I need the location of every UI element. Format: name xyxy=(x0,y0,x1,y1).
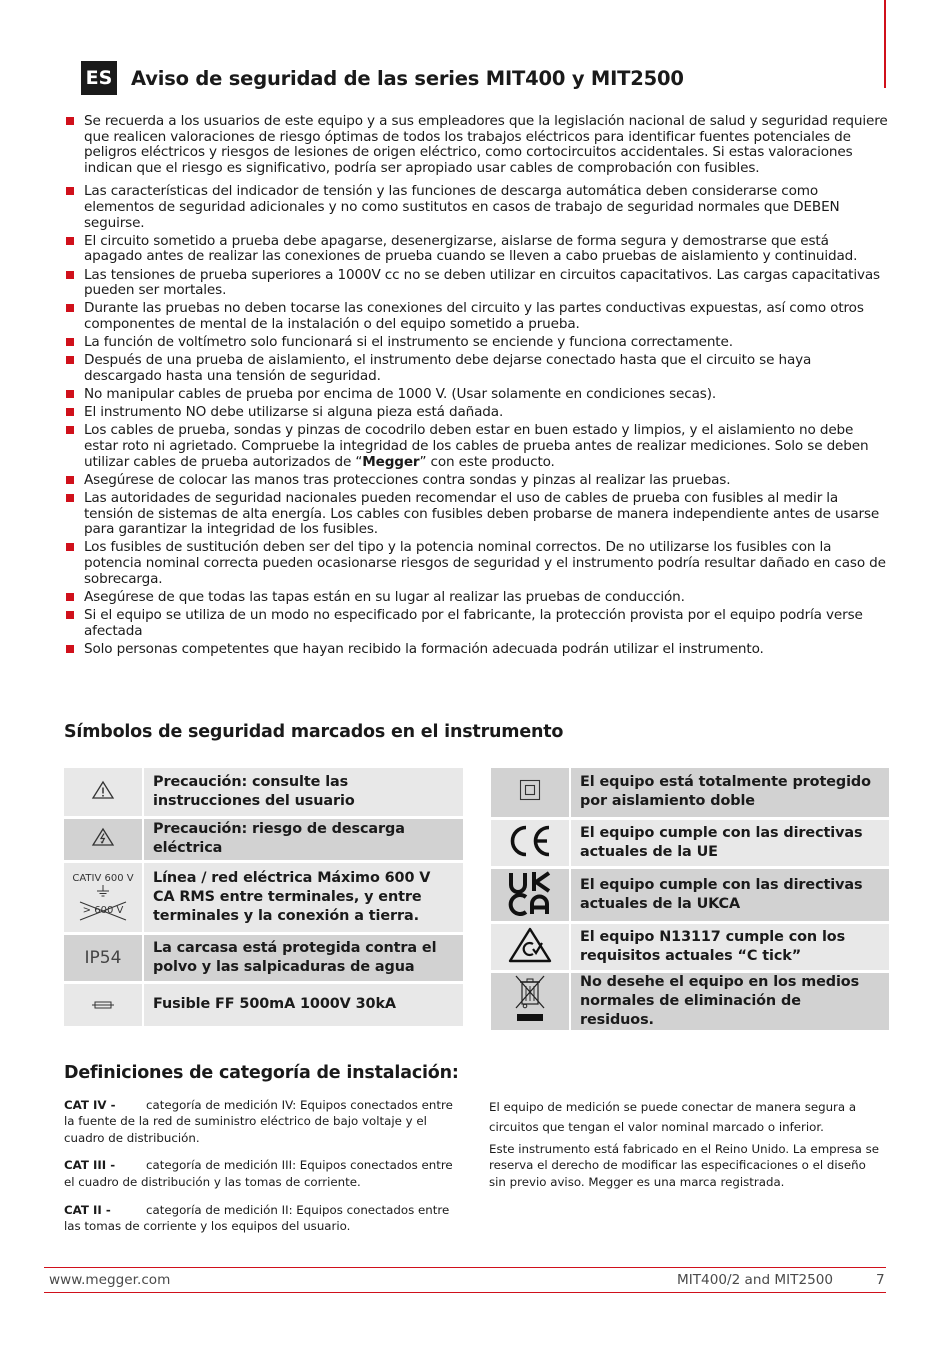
list-item xyxy=(64,423,888,470)
category-definition: CAT III - categoría de medición III: Equipos conectados entre el cuadro de distribución y las tomas de corriente. xyxy=(64,1158,453,1189)
red-square-bullet-icon xyxy=(66,611,74,619)
red-square-bullet-icon xyxy=(66,426,74,434)
install-section-title: Definiciones de categoría de instalación: xyxy=(64,1063,459,1083)
red-square-bullet-icon xyxy=(66,543,74,551)
list-item: No manipular cables de prueba por encima de 1000 V. (Usar solamente en condiciones secas). xyxy=(64,387,888,403)
table-row: El equipo está totalmente protegido por aislamiento doble xyxy=(491,768,889,818)
page-title: Aviso de seguridad de las series MIT400 y MIT2500 xyxy=(131,66,684,90)
list-item: Las características del indicador de tensión y las funciones de descarga automática deben considerarse como elementos de seguridad adicionales y no como sustitutos en casos de trabajo de seguridad normales que DEBEN seguirse. xyxy=(64,184,888,231)
table-row: No desehe el equipo en los medios normales de eliminación de residuos. xyxy=(491,971,889,1031)
list-item: Si el equipo se utiliza de un modo no especificado por el fabricante, la protección provista por el equipo podría verse afectada xyxy=(64,608,888,639)
footer-website: www.megger.com xyxy=(49,1272,171,1288)
list-item: Asegúrese de colocar las manos tras protecciones contra sondas y pinzas al realizar las pruebas. xyxy=(64,473,888,489)
red-square-bullet-icon xyxy=(66,338,74,346)
language-badge: ES xyxy=(81,61,117,95)
red-square-bullet-icon xyxy=(66,304,74,312)
electric-shock-triangle-icon xyxy=(64,817,143,861)
page-header xyxy=(81,61,684,95)
list-item: Los fusibles de sustitución deben ser del tipo y la potencia nominal correctos. De no utilizarse los fusibles con la potencia nominal correcta pueden ocasionarse riesgos de seguridad y el instrumento podría resultar dañado en caso de sobrecarga. xyxy=(64,540,888,587)
brand-name: Megger xyxy=(362,453,420,470)
warning-triangle-icon xyxy=(64,768,143,817)
red-square-bullet-icon xyxy=(66,645,74,653)
list-item: El instrumento NO debe utilizarse si alguna pieza está dañada. xyxy=(64,405,888,421)
cat-iv-600v-icon: CATIV 600 V > 600 V xyxy=(64,861,143,933)
red-square-bullet-icon xyxy=(66,356,74,364)
crossed-bin-icon xyxy=(491,971,570,1031)
manufacturer-note: Este instrumento está fabricado en el Reino Unido. La empresa se reserva el derecho de modificar las especificaciones o el diseño sin previo aviso. Megger es una marca registrada. xyxy=(489,1142,880,1189)
category-definition: CAT II - categoría de medición II: Equipos conectados entre las tomas de corriente y los equipos del usuario. xyxy=(64,1203,450,1234)
megger-bullet-text: Los cables de prueba, sondas y pinzas de cocodrilo deben estar en buen estado y limpios, y el aislamiento no debe estar roto ni agrietado. Compruebe la integridad de los cables de prueba antes de realizar mediciones. Solo se deben utilizar cables de prueba autorizados de “Megger” con este producto. xyxy=(84,422,869,470)
rating-note: El equipo de medición se puede conectar de manera segura a circuitos que tengan el valor nominal marcado o inferior. xyxy=(489,1100,857,1134)
table-row: IP54 La carcasa está protegida contra el polvo y las salpicaduras de agua xyxy=(64,933,463,982)
table-row: Precaución: consulte las instrucciones del usuario xyxy=(64,768,463,817)
category-definitions xyxy=(64,1097,462,1246)
list-item: Asegúrese de que todas las tapas están en su lugar al realizar las pruebas de conducción. xyxy=(64,590,888,606)
table-row: Precaución: riesgo de descarga eléctrica xyxy=(64,817,463,861)
footer-page-number: 7 xyxy=(876,1272,885,1288)
red-square-bullet-icon xyxy=(66,237,74,245)
table-row: Fusible FF 500mA 1000V 30kA xyxy=(64,982,463,1027)
symbols-table-left xyxy=(64,768,463,1029)
red-square-bullet-icon xyxy=(66,593,74,601)
ip54-icon: IP54 xyxy=(64,933,143,982)
table-row: El equipo cumple con las directivas actuales de la UE xyxy=(491,818,889,867)
category-definition: CAT IV - categoría de medición IV: Equipos conectados entre la fuente de la red de suministro eléctrico de bajo voltaje y el cuadro de distribución. xyxy=(64,1098,453,1145)
list-item: Las autoridades de seguridad nacionales pueden recomendar el uso de cables de prueba con fusibles al medir la tensión de sistemas de alta energía. Los cables con fusibles deben probarse de manera independiente antes de usarse para garantizar la integridad de los fusibles. xyxy=(64,491,888,538)
ce-mark-icon xyxy=(491,818,570,867)
red-square-bullet-icon xyxy=(66,117,74,125)
red-square-bullet-icon xyxy=(66,390,74,398)
c-tick-mark-icon xyxy=(491,922,570,971)
red-square-bullet-icon xyxy=(66,271,74,279)
footer-rule-bottom xyxy=(44,1292,886,1293)
symbols-table-right xyxy=(491,768,889,1033)
footer-rule-top xyxy=(44,1267,886,1268)
list-item: Después de una prueba de aislamiento, el instrumento debe dejarse conectado hasta que el circuito se haya descargado hasta una tensión de seguridad. xyxy=(64,353,888,384)
double-insulation-icon xyxy=(491,768,570,818)
red-square-bullet-icon xyxy=(66,476,74,484)
list-item: La función de voltímetro solo funcionará si el instrumento se enciende y funciona correctamente. xyxy=(64,335,888,351)
list-item: Las tensiones de prueba superiores a 1000V cc no se deben utilizar en circuitos capacitativos. Las cargas capacitativas pueden ser mortales. xyxy=(64,268,888,299)
list-item: Solo personas competentes que hayan recibido la formación adecuada podrán utilizar el instrumento. xyxy=(64,642,888,658)
top-red-rule xyxy=(884,0,886,88)
ukca-mark-icon xyxy=(491,867,570,922)
fuse-icon xyxy=(64,982,143,1027)
red-square-bullet-icon xyxy=(66,187,74,195)
list-item: Durante las pruebas no deben tocarse las conexiones del circuito y las partes conductivas expuestas, así como otros componentes de mental de la instalación o del equipo sometido a prueba. xyxy=(64,301,888,332)
table-row: El equipo cumple con las directivas actuales de la UKCA xyxy=(491,867,889,922)
red-square-bullet-icon xyxy=(66,408,74,416)
list-item: El circuito sometido a prueba debe apagarse, desenergizarse, aislarse de forma segura y demostrarse que está apagado antes de realizar las conexiones de prueba cuando se lleven a cabo pruebas de aislamiento y continuidad. xyxy=(64,234,888,265)
list-item: Se recuerda a los usuarios de este equipo y a sus empleadores que la legislación nacional de salud y seguridad requiere que realicen valoraciones de riesgo óptimas de todos los trabajos eléctricos para identificar fuentes potenciales de peligros eléctricos y riesgos de lesiones de origen eléctrico, como cortocircuitos accidentales. Si estas valoraciones indican que el riesgo es significativo, podría ser apropiado usar cables de comprobación con fusibles. xyxy=(64,114,888,176)
symbols-section-title: Símbolos de seguridad marcados en el instrumento xyxy=(64,722,564,742)
manufacturer-notes xyxy=(489,1097,881,1201)
safety-bullet-list xyxy=(64,114,888,660)
footer-product: MIT400/2 and MIT2500 xyxy=(677,1272,834,1288)
table-row: CATIV 600 V > 600 V Línea / red eléctrica Máximo 600 V CA RMS entre terminales, y entre terminales y la conexión a tierra. xyxy=(64,861,463,933)
table-row: El equipo N13117 cumple con los requisitos actuales “C tick” xyxy=(491,922,889,971)
red-square-bullet-icon xyxy=(66,494,74,502)
